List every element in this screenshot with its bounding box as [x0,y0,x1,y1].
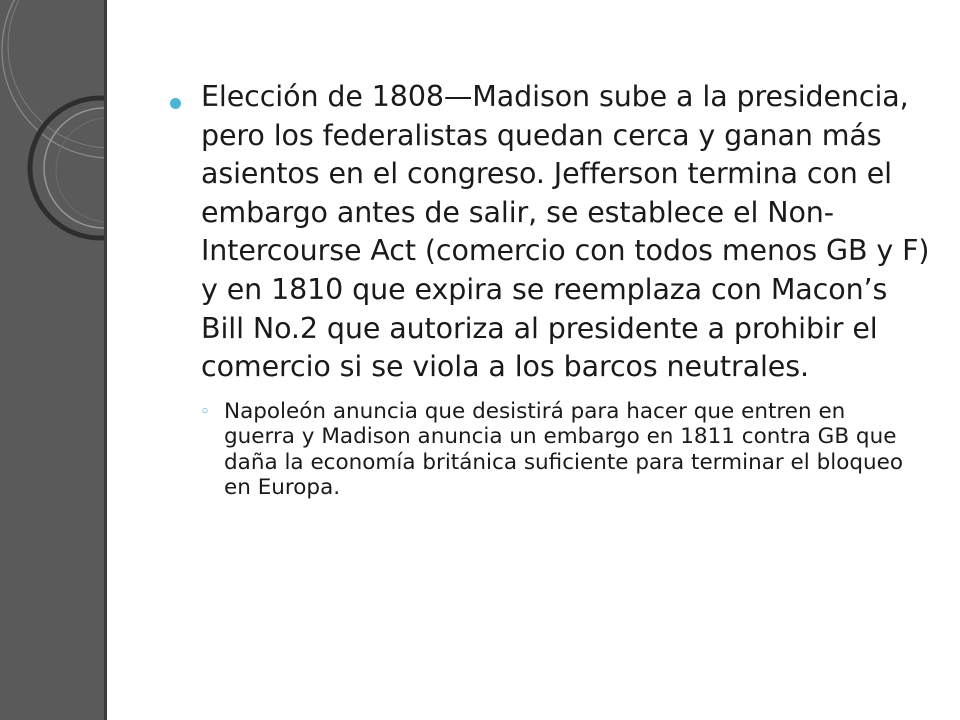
bullet-dot-icon [170,98,181,109]
decorative-sidebar [0,0,106,720]
main-bullet-item [170,78,930,387]
sub-bullet-marker-icon: ◦ [200,401,211,422]
sub-bullet-item [200,399,930,501]
slide-content [170,78,930,501]
decorative-circles-icon [0,0,106,720]
sidebar-edge [104,0,107,720]
main-bullet-text: Elección de 1808—Madison sube a la presidencia, pero los federalistas quedan cerca y ganan más asientos en el congreso. Jefferson termina con el embargo antes de salir, se establece el Non-Intercourse Act (comercio con todos menos GB y F) y en 1810 que expira se reemplaza con Macon’s Bill No.2 que autoriza al presidente a prohibir el comercio si se viola a los barcos neutrales. [201,80,930,384]
sub-bullet-text: Napoleón anuncia que desistirá para hacer que entren en guerra y Madison anuncia un embargo en 1811 contra GB que daña la economía británica suficiente para terminar el bloqueo en Europa. [224,398,904,501]
